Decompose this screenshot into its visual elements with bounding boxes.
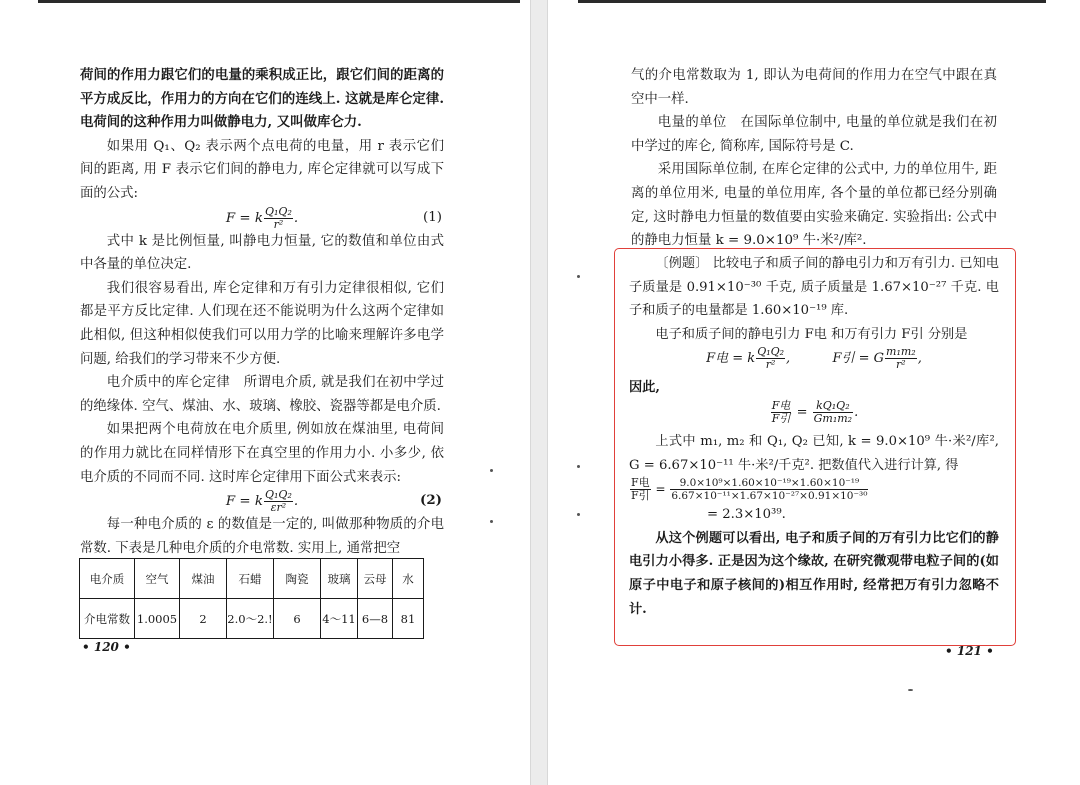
page-120-text-column bbox=[80, 64, 444, 560]
table-cell: 81 bbox=[393, 599, 424, 639]
table-cell: 6—8 bbox=[358, 599, 393, 639]
charge-unit-paragraph: 电量的单位 在国际单位制中, 电量的单位就是我们在初中学过的库仑, 简称库, 国际符号是 C. bbox=[631, 115, 997, 154]
scan-speck bbox=[577, 275, 580, 278]
equation-2: F = k $\frac{\text{Q₁Q₂}}{\text{εr²}}$ . (2) bbox=[225, 488, 442, 515]
page-number-121: • 121 • bbox=[945, 644, 994, 658]
table-cell: 6 bbox=[274, 599, 321, 639]
table-row bbox=[80, 599, 424, 639]
page-number-120: • 120 • bbox=[82, 640, 131, 654]
table-cell: 煤油 bbox=[180, 559, 227, 599]
constant-k-paragraph: 式中 k 是比例恒量, 叫静电力恒量, 它的数值和单位由式中各量的单位决定. bbox=[80, 233, 444, 273]
coulomb-law-statement: 荷间的作用力跟它们的电量的乘积成正比，跟它们间的距离的平方成反比，作用力的方向在它们的连线上. 这就是库仑定律. 电荷间的这种作用力叫做静电力, 又叫做库仑力. bbox=[80, 67, 444, 131]
dielectric-constant-paragraph: 每一种电介质的 ε 的数值是一定的, 叫做那种物质的介电常数. 下表是几种电介质的介电常数. 实用上, 通常把空 bbox=[80, 517, 444, 556]
eq2-label: (2) bbox=[420, 492, 442, 509]
electric-force-numerator: Q₁Q₂ bbox=[757, 345, 785, 359]
calc-lhs-denominator: F引 bbox=[631, 489, 650, 503]
eq2-numerator: Q₁Q₂ bbox=[265, 488, 292, 502]
air-dielectric-paragraph: 气的介电常数取为 1, 即认为电荷间的作用力在空气中跟在真空中一样. bbox=[631, 68, 997, 107]
calc-numerator: 9.0×10⁹×1.60×10⁻¹⁹×1.60×10⁻¹⁹ bbox=[670, 477, 868, 490]
force-formulas: F电 = k $\frac{\text{Q₁Q₂}}{\text{r²}}$ , F引 = G $\frac{\text{m₁m₂}}{\text{r²}}$ , bbox=[706, 345, 922, 372]
electric-force-denominator: r² bbox=[765, 358, 776, 372]
known-values-paragraph: 上式中 m₁, m₂ 和 Q₁, Q₂ 已知, k = 9.0×10⁹ 牛·米²/库², G = 6.67×10⁻¹¹ 牛·米²/千克². 把数值代入进行计算, 得 bbox=[629, 433, 999, 473]
equation-1: F = k $\frac{\text{Q₁Q₂}}{\text{r²}}$ . (1) bbox=[225, 204, 442, 231]
table-cell: 2.0～2.! bbox=[227, 599, 274, 639]
calc-denominator: 6.67×10⁻¹¹×1.67×10⁻²⁷×0.91×10⁻³⁰ bbox=[671, 490, 868, 503]
therefore-label: 因此, bbox=[629, 380, 660, 396]
gravity-force-numerator: m₁m₂ bbox=[886, 345, 916, 359]
table-cell: 2 bbox=[180, 599, 227, 639]
table-cell: 4～11 bbox=[321, 599, 358, 639]
dielectric-force-paragraph: 如果把两个电荷放在电介质里, 例如放在煤油里, 电荷间的作用力就比在同样情形下在真空里的作用力小. 小多少, 依电介质的不同而不同. 这时库仑定律用下面公式来表示: bbox=[80, 422, 444, 485]
scan-speck bbox=[490, 469, 493, 472]
table-cell: 水 bbox=[393, 559, 424, 599]
similarity-paragraph: 我们很容易看出, 库仑定律和万有引力定律很相似, 它们都是平方反比定律. 人们现在还不能说明为什么这两个定律如此相似, 但这种相似使我们可以用力学的比喻来理解许多电学问题, 给我们的学习带来不少方便. bbox=[80, 280, 444, 367]
numeric-calculation: $\frac{\text{F电}}{\text{F引}}$ = $\frac{\text{9.0×10⁹×1.60×10⁻¹⁹×1.60×10⁻¹⁹}}{\text{6.67×10⁻¹¹×1.67×10⁻²⁷×0.91×10⁻³⁰}}$ bbox=[631, 476, 868, 503]
worked-example bbox=[629, 252, 999, 621]
table-cell: 陶瓷 bbox=[274, 559, 321, 599]
example-intro: 〔例题〕 比较电子和质子间的静电引力和万有引力. 已知电子质量是 0.91×10⁻³⁰ 千克, 质子质量是 1.67×10⁻²⁷ 千克. 电子和质子的电量都是 1.60×10⁻¹⁹ 库. bbox=[629, 256, 999, 319]
page-121 bbox=[547, 0, 1080, 785]
si-units-paragraph: 采用国际单位制, 在库仑定律的公式中, 力的单位用牛, 距离的单位用米, 电量的单位用库, 各个量的单位都已经分别确定, 这时静电力恒量的数值要由实验来确定. 实验指出: 公式中的静电力恒量 k = 9.0×10⁹ 牛·米²/库². bbox=[631, 162, 997, 249]
example-forces-line: 电子和质子间的静电引力 F电 和万有引力 F引 分别是 bbox=[655, 326, 968, 342]
eq1-numerator: Q₁Q₂ bbox=[265, 204, 292, 218]
ratio-lhs-numerator: F电 bbox=[771, 398, 791, 412]
ratio-denominator: Gm₁m₂ bbox=[813, 411, 853, 425]
table-cell: 云母 bbox=[358, 559, 393, 599]
dielectric-paragraph: 电介质中的库仑定律 所谓电介质, 就是我们在初中学过的绝缘体. 空气、煤油、水、玻璃、橡胶、瓷器等都是电介质. bbox=[80, 375, 444, 414]
ratio-formula: $\frac{\text{F电}}{\text{F引}}$ = $\frac{\text{kQ₁Q₂}}{\text{Gm₁m₂}}$ . bbox=[771, 398, 859, 425]
table-cell: 空气 bbox=[135, 559, 180, 599]
scan-speck bbox=[908, 689, 913, 691]
scan-speck bbox=[577, 465, 580, 468]
dielectric-constant-table bbox=[79, 558, 424, 639]
page-120 bbox=[0, 0, 530, 785]
table-cell: 石蜡 bbox=[227, 559, 274, 599]
gravity-force-denominator: r² bbox=[896, 358, 906, 372]
calc-result: = 2.3×10³⁹. bbox=[707, 507, 786, 523]
page-121-text-column bbox=[631, 64, 997, 253]
table-cell: 1.0005 bbox=[135, 599, 180, 639]
table-cell: 电介质 bbox=[80, 559, 135, 599]
table-cell: 玻璃 bbox=[321, 559, 358, 599]
electric-force-lhs: F电 = k bbox=[706, 351, 756, 367]
page-gutter bbox=[530, 0, 548, 785]
coulomb-formula-intro: 如果用 Q₁、Q₂ 表示两个点电荷的电量，用 r 表示它们间的距离, 用 F 表示它们间的静电力, 库仑定律就可以写成下面的公式: bbox=[80, 138, 444, 201]
eq2-lhs: F = k bbox=[225, 494, 263, 510]
calc-lhs-numerator: F电 bbox=[631, 476, 650, 490]
example-conclusion: 从这个例题可以看出, 电子和质子间的万有引力比它们的静电引力小得多. 正是因为这个缘故, 在研究微观带电粒子间的(如原子中电子和原子核间的)相互作用时, 经常把万有引力忽略不计. bbox=[629, 530, 999, 617]
gravity-force-lhs: F引 = G bbox=[832, 351, 885, 367]
table-header-row bbox=[80, 559, 424, 599]
ratio-numerator: kQ₁Q₂ bbox=[813, 400, 853, 413]
eq1-lhs: F = k bbox=[225, 210, 263, 226]
eq2-denominator: εr² bbox=[270, 501, 287, 515]
scan-speck bbox=[490, 520, 493, 523]
eq1-label: (1) bbox=[423, 209, 442, 225]
table-cell: 介电常数 bbox=[80, 599, 135, 639]
scan-speck bbox=[577, 513, 580, 516]
ratio-lhs-denominator: F引 bbox=[771, 411, 791, 425]
eq1-denominator: r² bbox=[273, 217, 284, 231]
